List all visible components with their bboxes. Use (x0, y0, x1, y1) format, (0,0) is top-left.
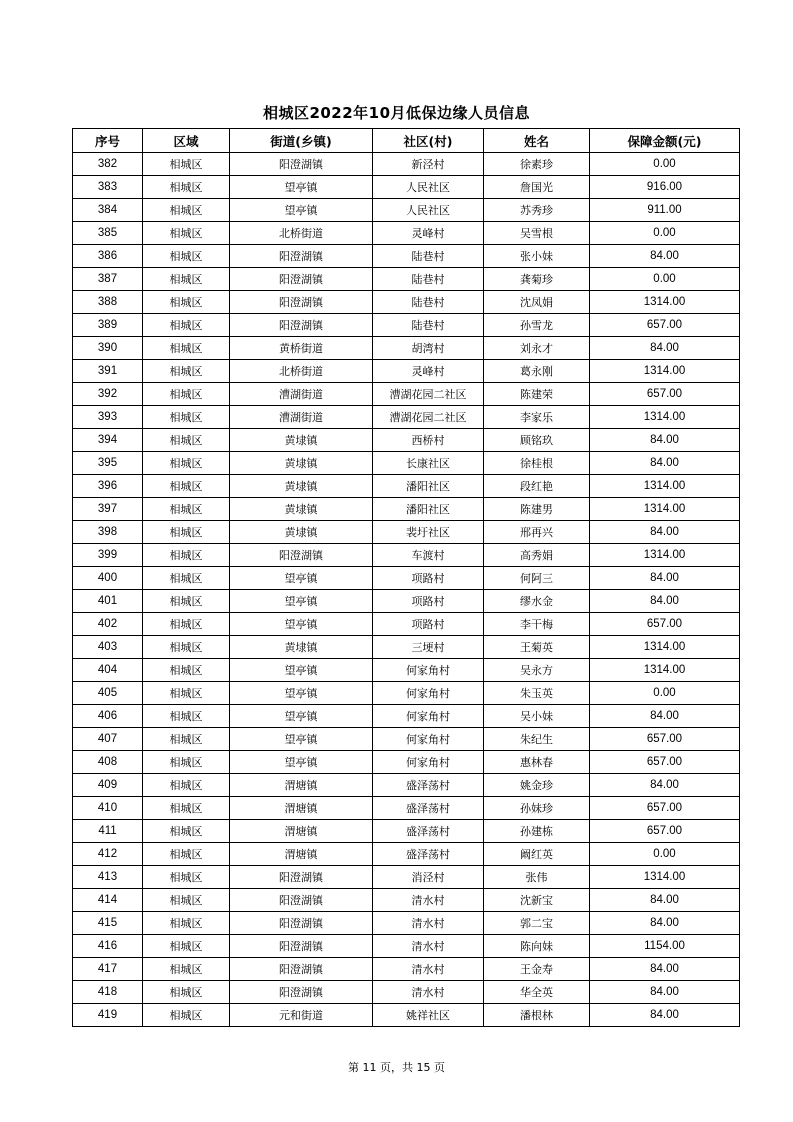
cell-id: 409 (73, 774, 143, 797)
cell-amount: 1314.00 (590, 360, 740, 383)
cell-name: 何阿三 (484, 567, 590, 590)
cell-community: 三埂村 (373, 636, 484, 659)
cell-name: 吴雪根 (484, 222, 590, 245)
cell-community: 项路村 (373, 590, 484, 613)
cell-community: 何家角村 (373, 659, 484, 682)
cell-amount: 84.00 (590, 705, 740, 728)
cell-id: 410 (73, 797, 143, 820)
cell-street: 阳澄湖镇 (230, 866, 373, 889)
cell-amount: 0.00 (590, 268, 740, 291)
cell-id: 395 (73, 452, 143, 475)
cell-amount: 84.00 (590, 1004, 740, 1027)
table-row (73, 452, 740, 475)
cell-amount: 84.00 (590, 590, 740, 613)
cell-community: 漕湖花园二社区 (373, 383, 484, 406)
cell-amount: 84.00 (590, 521, 740, 544)
cell-street: 渭塘镇 (230, 797, 373, 820)
cell-id: 408 (73, 751, 143, 774)
cell-community: 陆巷村 (373, 245, 484, 268)
cell-name: 沈新宝 (484, 889, 590, 912)
cell-district: 相城区 (143, 429, 230, 452)
cell-street: 阳澄湖镇 (230, 245, 373, 268)
cell-amount: 84.00 (590, 889, 740, 912)
cell-id: 397 (73, 498, 143, 521)
cell-street: 渭塘镇 (230, 820, 373, 843)
cell-community: 项路村 (373, 613, 484, 636)
cell-amount: 1314.00 (590, 406, 740, 429)
cell-amount: 657.00 (590, 751, 740, 774)
cell-street: 望亭镇 (230, 728, 373, 751)
cell-district: 相城区 (143, 521, 230, 544)
cell-street: 望亭镇 (230, 682, 373, 705)
cell-street: 望亭镇 (230, 659, 373, 682)
cell-district: 相城区 (143, 590, 230, 613)
cell-name: 葛永刚 (484, 360, 590, 383)
cell-name: 詹国光 (484, 176, 590, 199)
cell-community: 何家角村 (373, 682, 484, 705)
cell-community: 新泾村 (373, 153, 484, 176)
cell-id: 392 (73, 383, 143, 406)
cell-street: 北桥街道 (230, 360, 373, 383)
cell-id: 388 (73, 291, 143, 314)
cell-name: 朱玉英 (484, 682, 590, 705)
cell-street: 阳澄湖镇 (230, 981, 373, 1004)
cell-amount: 84.00 (590, 429, 740, 452)
cell-id: 387 (73, 268, 143, 291)
cell-district: 相城区 (143, 774, 230, 797)
cell-community: 清水村 (373, 912, 484, 935)
cell-name: 李干梅 (484, 613, 590, 636)
cell-street: 阳澄湖镇 (230, 544, 373, 567)
cell-amount: 657.00 (590, 820, 740, 843)
cell-street: 阳澄湖镇 (230, 291, 373, 314)
cell-community: 陆巷村 (373, 268, 484, 291)
cell-district: 相城区 (143, 268, 230, 291)
cell-district: 相城区 (143, 889, 230, 912)
cell-amount: 657.00 (590, 797, 740, 820)
cell-community: 长康社区 (373, 452, 484, 475)
cell-community: 灵峰村 (373, 360, 484, 383)
column-header-amount: 保障金额(元) (590, 129, 740, 153)
cell-street: 黄埭镇 (230, 498, 373, 521)
cell-district: 相城区 (143, 843, 230, 866)
cell-name: 李家乐 (484, 406, 590, 429)
cell-id: 411 (73, 820, 143, 843)
cell-district: 相城区 (143, 636, 230, 659)
cell-id: 400 (73, 567, 143, 590)
cell-community: 胡湾村 (373, 337, 484, 360)
table-row (73, 935, 740, 958)
table-row (73, 659, 740, 682)
cell-community: 车渡村 (373, 544, 484, 567)
cell-id: 399 (73, 544, 143, 567)
cell-name: 孙建栋 (484, 820, 590, 843)
column-header-street: 街道(乡镇) (230, 129, 373, 153)
cell-street: 阳澄湖镇 (230, 268, 373, 291)
cell-id: 382 (73, 153, 143, 176)
table-row (73, 245, 740, 268)
table-row (73, 268, 740, 291)
cell-amount: 84.00 (590, 958, 740, 981)
cell-name: 张伟 (484, 866, 590, 889)
cell-street: 黄埭镇 (230, 429, 373, 452)
cell-community: 人民社区 (373, 176, 484, 199)
cell-name: 顾铭玖 (484, 429, 590, 452)
cell-street: 阳澄湖镇 (230, 935, 373, 958)
cell-name: 孙雪龙 (484, 314, 590, 337)
table-row (73, 567, 740, 590)
cell-street: 望亭镇 (230, 705, 373, 728)
cell-name: 苏秀珍 (484, 199, 590, 222)
cell-amount: 657.00 (590, 314, 740, 337)
cell-community: 盛泽荡村 (373, 820, 484, 843)
cell-community: 西桥村 (373, 429, 484, 452)
cell-street: 渭塘镇 (230, 843, 373, 866)
cell-id: 413 (73, 866, 143, 889)
cell-community: 何家角村 (373, 728, 484, 751)
cell-district: 相城区 (143, 153, 230, 176)
cell-community: 盛泽荡村 (373, 843, 484, 866)
table-row (73, 636, 740, 659)
cell-district: 相城区 (143, 176, 230, 199)
cell-name: 刘永才 (484, 337, 590, 360)
table-row (73, 705, 740, 728)
cell-district: 相城区 (143, 935, 230, 958)
cell-name: 龚菊珍 (484, 268, 590, 291)
table-row (73, 153, 740, 176)
table-row (73, 475, 740, 498)
cell-amount: 84.00 (590, 912, 740, 935)
cell-street: 望亭镇 (230, 567, 373, 590)
cell-name: 陈建男 (484, 498, 590, 521)
cell-amount: 657.00 (590, 613, 740, 636)
table-row (73, 912, 740, 935)
cell-amount: 0.00 (590, 682, 740, 705)
cell-id: 393 (73, 406, 143, 429)
table-row (73, 820, 740, 843)
cell-street: 望亭镇 (230, 751, 373, 774)
column-header-name: 姓名 (484, 129, 590, 153)
table-row (73, 222, 740, 245)
cell-id: 402 (73, 613, 143, 636)
cell-amount: 0.00 (590, 153, 740, 176)
cell-amount: 84.00 (590, 452, 740, 475)
cell-amount: 1314.00 (590, 544, 740, 567)
table-header-row (73, 129, 740, 153)
cell-street: 黄埭镇 (230, 452, 373, 475)
table-row (73, 866, 740, 889)
cell-community: 潘阳社区 (373, 475, 484, 498)
cell-street: 漕湖街道 (230, 383, 373, 406)
cell-name: 张小妹 (484, 245, 590, 268)
cell-name: 姚金珍 (484, 774, 590, 797)
cell-id: 398 (73, 521, 143, 544)
cell-street: 望亭镇 (230, 176, 373, 199)
cell-amount: 1314.00 (590, 498, 740, 521)
table-row (73, 291, 740, 314)
cell-id: 389 (73, 314, 143, 337)
cell-id: 404 (73, 659, 143, 682)
cell-name: 邢再兴 (484, 521, 590, 544)
cell-id: 384 (73, 199, 143, 222)
cell-community: 清水村 (373, 889, 484, 912)
cell-district: 相城区 (143, 544, 230, 567)
table-row (73, 429, 740, 452)
cell-street: 阳澄湖镇 (230, 958, 373, 981)
table-row (73, 544, 740, 567)
page-number: 第 11 页，共 15 页 (348, 1061, 445, 1074)
cell-name: 华全英 (484, 981, 590, 1004)
cell-name: 吴永方 (484, 659, 590, 682)
cell-community: 人民社区 (373, 199, 484, 222)
table-row (73, 199, 740, 222)
cell-amount: 1314.00 (590, 659, 740, 682)
cell-district: 相城区 (143, 728, 230, 751)
cell-name: 徐素珍 (484, 153, 590, 176)
table-row (73, 383, 740, 406)
column-header-id: 序号 (73, 129, 143, 153)
cell-district: 相城区 (143, 222, 230, 245)
cell-id: 394 (73, 429, 143, 452)
table-row (73, 498, 740, 521)
cell-street: 黄埭镇 (230, 636, 373, 659)
cell-district: 相城区 (143, 199, 230, 222)
cell-street: 阳澄湖镇 (230, 314, 373, 337)
cell-district: 相城区 (143, 981, 230, 1004)
cell-id: 416 (73, 935, 143, 958)
cell-community: 裴圩社区 (373, 521, 484, 544)
cell-name: 陈建荣 (484, 383, 590, 406)
cell-community: 项路村 (373, 567, 484, 590)
table-row (73, 337, 740, 360)
table-row (73, 958, 740, 981)
cell-street: 黄埭镇 (230, 521, 373, 544)
table-row (73, 751, 740, 774)
cell-district: 相城区 (143, 751, 230, 774)
cell-community: 盛泽荡村 (373, 797, 484, 820)
roster-table (72, 128, 740, 1027)
cell-community: 消泾村 (373, 866, 484, 889)
table-row (73, 981, 740, 1004)
cell-id: 386 (73, 245, 143, 268)
table-row (73, 682, 740, 705)
table-row (73, 797, 740, 820)
cell-name: 陈向妹 (484, 935, 590, 958)
cell-community: 姚祥社区 (373, 1004, 484, 1027)
cell-district: 相城区 (143, 498, 230, 521)
cell-district: 相城区 (143, 866, 230, 889)
cell-amount: 1314.00 (590, 636, 740, 659)
cell-id: 390 (73, 337, 143, 360)
cell-amount: 1314.00 (590, 866, 740, 889)
table-row (73, 406, 740, 429)
cell-district: 相城区 (143, 958, 230, 981)
table-row (73, 728, 740, 751)
column-header-district: 区域 (143, 129, 230, 153)
cell-amount: 1154.00 (590, 935, 740, 958)
table-row (73, 314, 740, 337)
table-row (73, 590, 740, 613)
cell-street: 黄桥街道 (230, 337, 373, 360)
cell-amount: 1314.00 (590, 475, 740, 498)
cell-name: 段红艳 (484, 475, 590, 498)
cell-district: 相城区 (143, 705, 230, 728)
cell-amount: 0.00 (590, 843, 740, 866)
cell-id: 396 (73, 475, 143, 498)
cell-community: 盛泽荡村 (373, 774, 484, 797)
cell-amount: 911.00 (590, 199, 740, 222)
cell-name: 高秀娟 (484, 544, 590, 567)
table-row (73, 613, 740, 636)
cell-district: 相城区 (143, 912, 230, 935)
cell-name: 吴小妹 (484, 705, 590, 728)
cell-amount: 84.00 (590, 337, 740, 360)
cell-street: 阳澄湖镇 (230, 889, 373, 912)
cell-id: 401 (73, 590, 143, 613)
cell-name: 郭二宝 (484, 912, 590, 935)
cell-amount: 916.00 (590, 176, 740, 199)
cell-district: 相城区 (143, 245, 230, 268)
cell-name: 孙妹珍 (484, 797, 590, 820)
table-row (73, 889, 740, 912)
cell-district: 相城区 (143, 337, 230, 360)
cell-name: 王金寿 (484, 958, 590, 981)
table-row (73, 360, 740, 383)
cell-street: 阳澄湖镇 (230, 912, 373, 935)
cell-amount: 657.00 (590, 728, 740, 751)
cell-street: 望亭镇 (230, 199, 373, 222)
cell-street: 漕湖街道 (230, 406, 373, 429)
cell-street: 望亭镇 (230, 613, 373, 636)
cell-id: 412 (73, 843, 143, 866)
cell-district: 相城区 (143, 613, 230, 636)
cell-community: 漕湖花园二社区 (373, 406, 484, 429)
table-body (73, 153, 740, 1027)
column-header-community: 社区(村) (373, 129, 484, 153)
cell-id: 415 (73, 912, 143, 935)
cell-district: 相城区 (143, 659, 230, 682)
cell-district: 相城区 (143, 452, 230, 475)
cell-name: 王菊英 (484, 636, 590, 659)
cell-name: 阚红英 (484, 843, 590, 866)
cell-street: 望亭镇 (230, 590, 373, 613)
table-row (73, 774, 740, 797)
cell-district: 相城区 (143, 406, 230, 429)
cell-id: 385 (73, 222, 143, 245)
cell-district: 相城区 (143, 314, 230, 337)
cell-community: 何家角村 (373, 751, 484, 774)
cell-district: 相城区 (143, 383, 230, 406)
cell-district: 相城区 (143, 682, 230, 705)
cell-amount: 657.00 (590, 383, 740, 406)
cell-community: 陆巷村 (373, 291, 484, 314)
cell-id: 419 (73, 1004, 143, 1027)
cell-amount: 84.00 (590, 245, 740, 268)
cell-name: 潘根林 (484, 1004, 590, 1027)
cell-id: 391 (73, 360, 143, 383)
cell-district: 相城区 (143, 475, 230, 498)
table-row (73, 843, 740, 866)
cell-district: 相城区 (143, 1004, 230, 1027)
cell-district: 相城区 (143, 360, 230, 383)
cell-community: 清水村 (373, 935, 484, 958)
cell-id: 383 (73, 176, 143, 199)
cell-district: 相城区 (143, 820, 230, 843)
cell-street: 黄埭镇 (230, 475, 373, 498)
cell-amount: 84.00 (590, 774, 740, 797)
cell-community: 潘阳社区 (373, 498, 484, 521)
cell-amount: 84.00 (590, 981, 740, 1004)
cell-amount: 0.00 (590, 222, 740, 245)
cell-district: 相城区 (143, 567, 230, 590)
cell-community: 灵峰村 (373, 222, 484, 245)
cell-id: 414 (73, 889, 143, 912)
cell-name: 缪水金 (484, 590, 590, 613)
cell-id: 406 (73, 705, 143, 728)
cell-street: 北桥街道 (230, 222, 373, 245)
cell-amount: 1314.00 (590, 291, 740, 314)
table-row (73, 521, 740, 544)
cell-amount: 84.00 (590, 567, 740, 590)
cell-name: 惠林春 (484, 751, 590, 774)
cell-community: 陆巷村 (373, 314, 484, 337)
cell-id: 405 (73, 682, 143, 705)
cell-community: 清水村 (373, 958, 484, 981)
cell-community: 清水村 (373, 981, 484, 1004)
cell-district: 相城区 (143, 291, 230, 314)
cell-street: 阳澄湖镇 (230, 153, 373, 176)
cell-name: 朱纪生 (484, 728, 590, 751)
cell-id: 417 (73, 958, 143, 981)
cell-district: 相城区 (143, 797, 230, 820)
cell-community: 何家角村 (373, 705, 484, 728)
table-row (73, 1004, 740, 1027)
cell-street: 元和街道 (230, 1004, 373, 1027)
page-title: 相城区2022年10月低保边缘人员信息 (262, 104, 531, 122)
table-row (73, 176, 740, 199)
cell-name: 沈凤娟 (484, 291, 590, 314)
cell-id: 403 (73, 636, 143, 659)
cell-id: 418 (73, 981, 143, 1004)
cell-street: 渭塘镇 (230, 774, 373, 797)
cell-id: 407 (73, 728, 143, 751)
cell-name: 徐桂根 (484, 452, 590, 475)
